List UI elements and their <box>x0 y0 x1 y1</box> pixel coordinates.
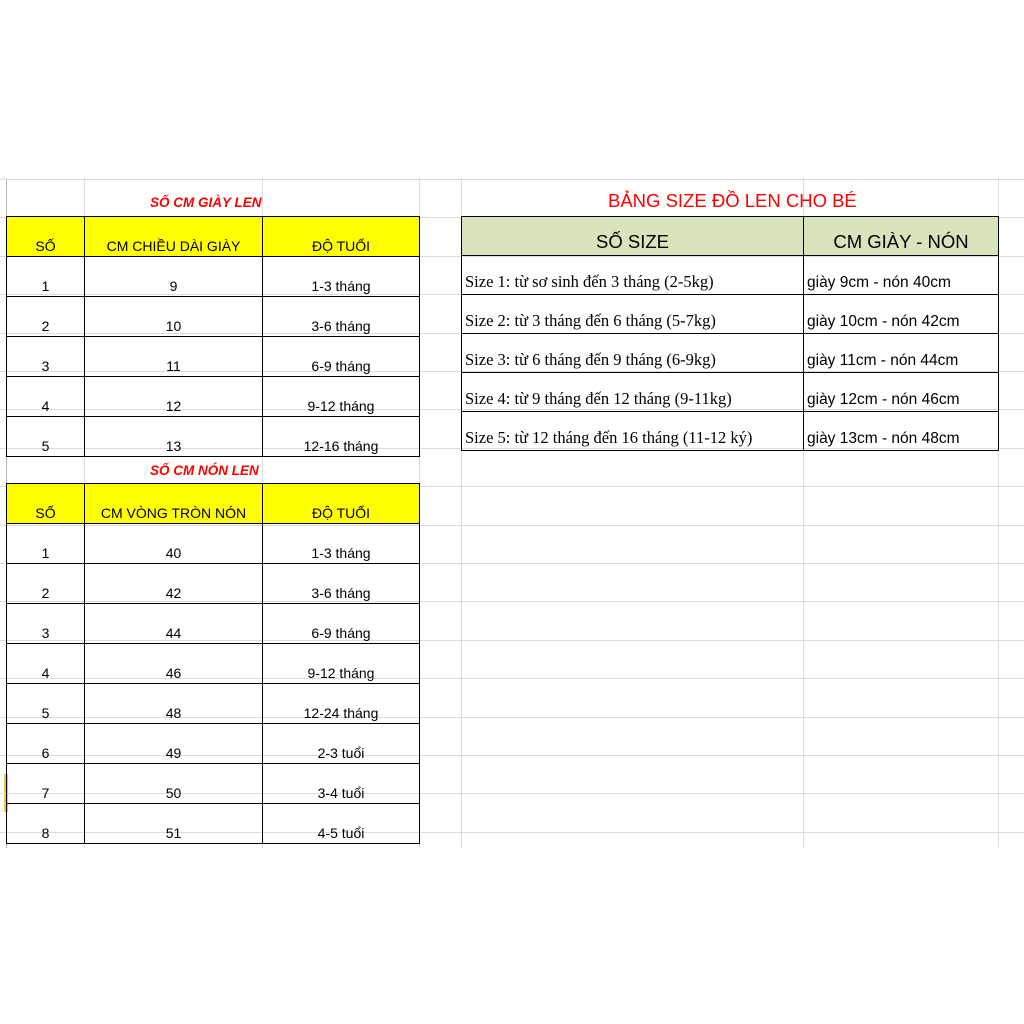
size-table-header-row <box>462 217 999 256</box>
table-row <box>7 684 420 724</box>
size-table-title: BẢNG SIZE ĐỒ LEN CHO BÉ <box>608 190 857 211</box>
shoe-cell-age[interactable]: 1-3 tháng <box>263 257 420 297</box>
hat-header-so: SỐ <box>7 484 85 524</box>
hat-cell-cm[interactable]: 51 <box>85 804 263 844</box>
hat-table-title: SỐ CM NÓN LEN <box>150 463 259 478</box>
size-cell-cm[interactable]: giày 9cm - nón 40cm <box>804 256 999 295</box>
hat-cell-age[interactable]: 2-3 tuổi <box>263 724 420 764</box>
hat-cell-no[interactable]: 2 <box>7 564 85 604</box>
table-row <box>7 804 420 844</box>
shoe-cell-age[interactable]: 12-16 tháng <box>263 417 420 457</box>
table-row <box>7 524 420 564</box>
size-header-size: SỐ SIZE <box>462 217 804 256</box>
size-cell-desc[interactable]: Size 5: từ 12 tháng đến 16 tháng (11-12 ký) <box>462 412 804 451</box>
hat-cell-no[interactable]: 5 <box>7 684 85 724</box>
shoe-cell-age[interactable]: 9-12 tháng <box>263 377 420 417</box>
hat-cell-age[interactable]: 12-24 tháng <box>263 684 420 724</box>
table-row <box>462 373 999 412</box>
size-chart-table <box>461 216 999 451</box>
hat-cell-cm[interactable]: 42 <box>85 564 263 604</box>
table-row <box>7 604 420 644</box>
shoe-cell-no[interactable]: 1 <box>7 257 85 297</box>
hat-cell-no[interactable]: 6 <box>7 724 85 764</box>
hat-cell-age[interactable]: 3-4 tuổi <box>263 764 420 804</box>
size-cell-desc[interactable]: Size 1: từ sơ sinh đến 3 tháng (2-5kg) <box>462 256 804 295</box>
table-row <box>7 337 420 377</box>
shoe-cell-age[interactable]: 3-6 tháng <box>263 297 420 337</box>
shoe-cell-no[interactable]: 2 <box>7 297 85 337</box>
hat-cell-cm[interactable]: 50 <box>85 764 263 804</box>
hat-cell-cm[interactable]: 46 <box>85 644 263 684</box>
size-cell-cm[interactable]: giày 11cm - nón 44cm <box>804 334 999 373</box>
table-row <box>7 724 420 764</box>
table-row <box>7 257 420 297</box>
shoe-cell-age[interactable]: 6-9 tháng <box>263 337 420 377</box>
hat-cell-no[interactable]: 8 <box>7 804 85 844</box>
table-row <box>462 256 999 295</box>
hat-cell-no[interactable]: 7 <box>7 764 85 804</box>
table-row <box>7 297 420 337</box>
hat-cell-cm[interactable]: 40 <box>85 524 263 564</box>
size-cell-desc[interactable]: Size 2: từ 3 tháng đến 6 tháng (5-7kg) <box>462 295 804 334</box>
hat-cell-no[interactable]: 1 <box>7 524 85 564</box>
size-cell-desc[interactable]: Size 3: từ 6 tháng đến 9 tháng (6-9kg) <box>462 334 804 373</box>
hat-cell-age[interactable]: 9-12 tháng <box>263 644 420 684</box>
size-header-cm: CM GIÀY - NÓN <box>804 217 999 256</box>
size-cell-desc[interactable]: Size 4: từ 9 tháng đến 12 tháng (9-11kg) <box>462 373 804 412</box>
shoe-header-length: CM CHIỀU DÀI GIÀY <box>85 217 263 257</box>
hat-cell-no[interactable]: 4 <box>7 644 85 684</box>
table-row <box>7 644 420 684</box>
hat-header-circumference: CM VÒNG TRÒN NÓN <box>85 484 263 524</box>
hat-cell-age[interactable]: 1-3 tháng <box>263 524 420 564</box>
hat-cell-cm[interactable]: 49 <box>85 724 263 764</box>
hat-cell-age[interactable]: 4-5 tuổi <box>263 804 420 844</box>
shoe-cell-cm[interactable]: 12 <box>85 377 263 417</box>
table-row <box>7 564 420 604</box>
size-cell-cm[interactable]: giày 13cm - nón 48cm <box>804 412 999 451</box>
hat-cell-age[interactable]: 6-9 tháng <box>263 604 420 644</box>
hat-cell-age[interactable]: 3-6 tháng <box>263 564 420 604</box>
shoe-cell-no[interactable]: 5 <box>7 417 85 457</box>
shoe-cell-cm[interactable]: 11 <box>85 337 263 377</box>
table-row <box>462 412 999 451</box>
shoe-header-age: ĐỘ TUỔI <box>263 217 420 257</box>
hat-size-table <box>6 483 420 844</box>
shoe-cell-no[interactable]: 4 <box>7 377 85 417</box>
size-cell-cm[interactable]: giày 10cm - nón 42cm <box>804 295 999 334</box>
shoe-table-title: SỐ CM GIÀY LEN <box>150 195 262 210</box>
shoe-size-table <box>6 216 420 457</box>
hat-cell-cm[interactable]: 48 <box>85 684 263 724</box>
hat-header-age: ĐỘ TUỔI <box>263 484 420 524</box>
table-row <box>7 377 420 417</box>
shoe-cell-no[interactable]: 3 <box>7 337 85 377</box>
shoe-table-header-row <box>7 217 420 257</box>
shoe-cell-cm[interactable]: 10 <box>85 297 263 337</box>
table-row <box>7 764 420 804</box>
grid-row-line <box>0 179 1024 180</box>
shoe-cell-cm[interactable]: 9 <box>85 257 263 297</box>
hat-cell-cm[interactable]: 44 <box>85 604 263 644</box>
table-row <box>7 417 420 457</box>
hat-cell-no[interactable]: 3 <box>7 604 85 644</box>
size-cell-cm[interactable]: giày 12cm - nón 46cm <box>804 373 999 412</box>
hat-table-header-row <box>7 484 420 524</box>
shoe-header-so: SỐ <box>7 217 85 257</box>
shoe-cell-cm[interactable]: 13 <box>85 417 263 457</box>
table-row <box>462 334 999 373</box>
table-row <box>462 295 999 334</box>
